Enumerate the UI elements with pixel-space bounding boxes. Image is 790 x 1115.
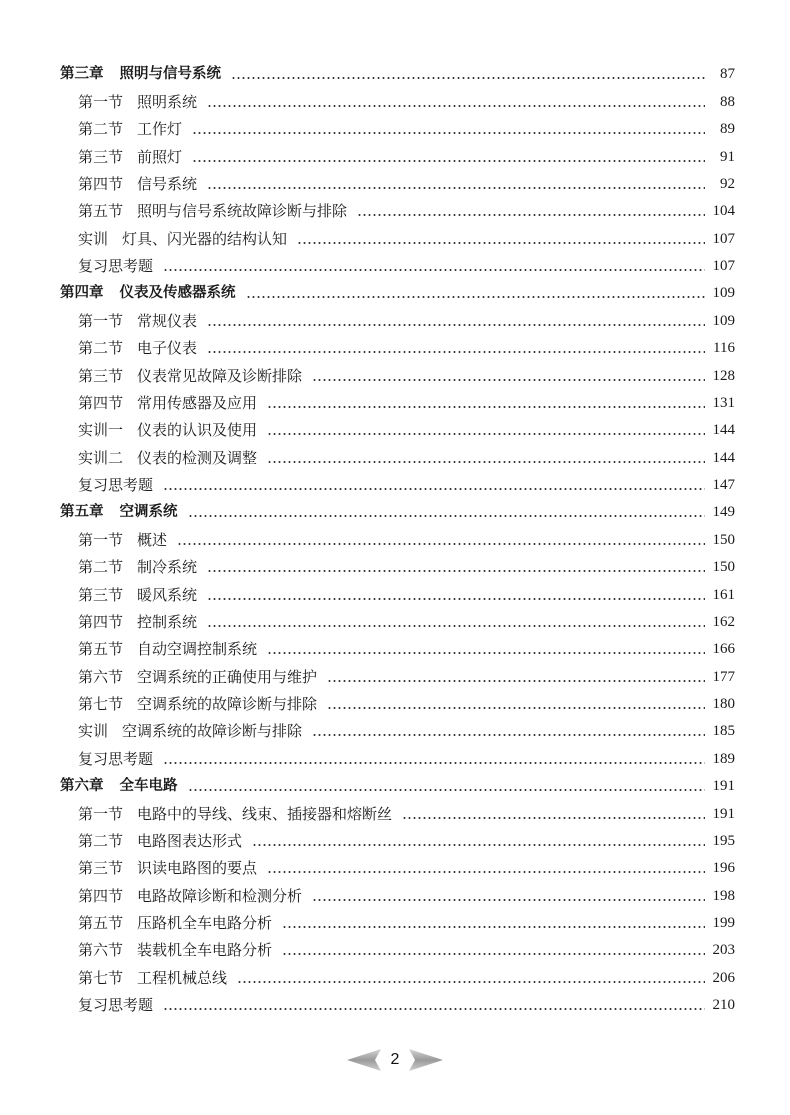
dot-leader	[282, 953, 705, 955]
toc-entry-title: 信号系统	[137, 174, 198, 193]
toc-entry-title: 仪表常见故障及诊断排除	[137, 366, 303, 385]
toc-page-number: 116	[713, 340, 735, 357]
toc-entry-label	[78, 831, 242, 851]
toc-entry-label	[78, 749, 153, 769]
toc-entry-title: 照明与信号系统	[119, 66, 221, 83]
toc-entry-label	[78, 448, 257, 468]
toc-section-entry	[58, 440, 735, 467]
toc-entry-label	[78, 201, 347, 221]
toc-section-entry	[58, 605, 735, 632]
toc-entry-label	[78, 721, 302, 741]
toc-entry-number: 实训	[78, 722, 109, 741]
toc-chapter-entry	[58, 495, 735, 522]
toc-section-entry	[58, 139, 735, 166]
toc-page-number: 195	[712, 832, 735, 849]
dot-leader	[267, 406, 705, 408]
toc-section-entry	[58, 249, 735, 276]
toc-page-number: 196	[712, 860, 735, 877]
toc-entry-label	[60, 776, 178, 796]
toc-entry-number: 实训二	[78, 448, 124, 467]
toc-entry-title: 复习思考题	[78, 749, 154, 768]
toc-section-entry	[58, 194, 735, 221]
dot-leader	[267, 433, 705, 435]
toc-page-number: 89	[720, 121, 735, 138]
toc-entry-label	[60, 502, 178, 522]
toc-entry-label	[78, 366, 302, 386]
toc-entry-label	[78, 612, 197, 632]
toc-entry-number: 第三节	[78, 859, 124, 878]
toc-entry-number: 第五节	[78, 640, 124, 659]
toc-entry-title: 电路故障诊断和检测分析	[137, 886, 303, 905]
toc-entry-label	[60, 283, 236, 303]
toc-section-entry	[58, 522, 735, 549]
toc-entry-title: 灯具、闪光器的结构认知	[122, 229, 288, 248]
toc-entry-number: 第六章	[60, 778, 104, 795]
toc-entry-number: 实训一	[78, 421, 124, 440]
dot-leader	[163, 1008, 705, 1010]
toc-entry-title: 电路图表达形式	[137, 831, 243, 850]
toc-page-number: 180	[712, 696, 735, 712]
toc-page-number: 162	[712, 613, 735, 630]
toc-entry-number: 第三节	[78, 147, 124, 166]
dot-leader	[297, 242, 705, 244]
toc-entry-title: 全车电路	[119, 778, 178, 795]
toc-section-entry	[58, 659, 735, 686]
toc-entry-number: 第一节	[78, 92, 124, 111]
toc-page-number: 150	[712, 559, 735, 576]
toc-page-number: 144	[712, 422, 735, 439]
toc-entry-title: 仪表的检测及调整	[137, 448, 258, 467]
dot-leader	[267, 652, 705, 654]
toc-section-entry	[58, 714, 735, 741]
toc-entry-number: 第六节	[78, 941, 124, 960]
toc-section-entry	[58, 960, 735, 987]
toc-section-entry	[58, 221, 735, 248]
toc-entry-number: 第三节	[78, 366, 124, 385]
toc-section-entry	[58, 741, 735, 768]
toc-entry-label	[78, 147, 182, 167]
toc-entry-label	[78, 913, 272, 933]
toc-section-entry	[58, 413, 735, 440]
dot-leader	[357, 214, 705, 216]
toc-entry-title: 工程机械总线	[137, 968, 228, 987]
toc-entry-number: 第五节	[78, 202, 124, 221]
toc-chapter-entry	[58, 57, 735, 84]
toc-entry-title: 复习思考题	[78, 257, 154, 275]
dot-leader	[207, 351, 705, 353]
toc-entry-title: 仪表及传感器系统	[119, 285, 236, 302]
toc-entry-title: 前照灯	[137, 147, 183, 166]
toc-section-entry	[58, 112, 735, 139]
toc-page-number: 91	[720, 148, 735, 165]
toc-page-number: 206	[712, 969, 735, 986]
toc-section-entry	[58, 358, 735, 385]
dot-leader	[267, 461, 705, 463]
dot-leader	[192, 132, 705, 134]
toc-section-entry	[58, 988, 735, 1015]
toc-entry-number: 第二节	[78, 339, 124, 358]
toc-entry-label	[78, 311, 197, 331]
toc-entry-title: 电子仪表	[137, 339, 198, 358]
toc-page-number: 147	[712, 477, 735, 493]
toc-page-number: 198	[712, 887, 735, 904]
dot-leader	[327, 707, 705, 709]
toc-entry-title: 常规仪表	[137, 311, 198, 330]
toc-entry-label	[78, 585, 197, 605]
triangle-arrow-left-icon	[347, 1049, 381, 1071]
toc-section-entry	[58, 632, 735, 659]
dot-leader	[312, 734, 705, 736]
toc-entry-number: 第七节	[78, 695, 124, 713]
toc-page-number: 109	[712, 312, 735, 329]
dot-leader	[163, 488, 705, 490]
dot-leader	[282, 926, 705, 928]
dot-leader	[312, 899, 705, 901]
toc-entry-number: 第四章	[60, 285, 104, 302]
toc-entry-label	[78, 393, 257, 413]
toc-entry-number: 第六节	[78, 667, 124, 686]
toc-entry-title: 照明与信号系统故障诊断与排除	[137, 202, 348, 221]
toc-entry-title: 概述	[137, 530, 168, 549]
toc-entry-number: 第五节	[78, 914, 124, 932]
dot-leader	[163, 269, 705, 271]
toc-page-number: 144	[712, 449, 735, 466]
toc-entry-label	[78, 804, 392, 824]
toc-entry-number: 第一节	[78, 311, 124, 330]
toc-entry-title: 识读电路图的要点	[137, 859, 258, 878]
toc-entry-label	[78, 968, 227, 988]
toc-section-entry	[58, 824, 735, 851]
toc-entry-number: 第一节	[78, 804, 124, 823]
toc-section-entry	[58, 687, 735, 714]
toc-page-number: 203	[712, 942, 735, 959]
toc-chapter-entry	[58, 276, 735, 303]
toc-entry-title: 压路机全车电路分析	[137, 914, 273, 932]
toc-page-number: 128	[712, 367, 735, 384]
toc-entry-number: 实训	[78, 229, 109, 248]
toc-page-number: 210	[712, 997, 735, 1014]
dot-leader	[188, 789, 706, 791]
dot-leader	[207, 105, 705, 107]
toc-entry-title: 复习思考题	[78, 476, 154, 494]
toc-section-entry	[58, 386, 735, 413]
toc-chapter-entry	[58, 769, 735, 796]
toc-section-entry	[58, 851, 735, 878]
toc-entry-title: 仪表的认识及使用	[137, 421, 258, 440]
toc-entry-title: 控制系统	[137, 612, 198, 631]
toc-entry-number: 第二节	[78, 120, 124, 139]
toc-entry-title: 空调系统的故障诊断与排除	[137, 695, 318, 713]
toc-section-entry	[58, 878, 735, 905]
toc-entry-label	[78, 92, 197, 112]
toc-section-entry	[58, 303, 735, 330]
toc-entry-number: 第一节	[78, 530, 124, 549]
toc-section-entry	[58, 331, 735, 358]
toc-section-entry	[58, 577, 735, 604]
toc-entry-label	[78, 694, 317, 714]
toc-page-number: 107	[712, 230, 735, 247]
toc-section-entry	[58, 468, 735, 495]
toc-entry-label	[78, 667, 317, 687]
toc-section-entry	[58, 933, 735, 960]
toc-page-number: 191	[712, 778, 735, 795]
page-footer	[0, 1046, 790, 1074]
toc-entry-number: 第二节	[78, 831, 124, 850]
toc-entry-title: 电路中的导线、线束、插接器和熔断丝	[137, 804, 393, 823]
toc-entry-title: 装载机全车电路分析	[137, 941, 273, 960]
toc-entry-label	[78, 338, 197, 358]
dot-leader	[402, 817, 705, 819]
toc-entry-label	[78, 420, 257, 440]
dot-leader	[312, 379, 705, 381]
toc-page-number: 161	[712, 586, 735, 603]
toc-entry-label	[78, 119, 182, 139]
toc-entry-label	[78, 940, 272, 960]
toc-entry-label	[78, 995, 153, 1015]
toc-entry-number: 第四节	[78, 886, 124, 905]
dot-leader	[237, 981, 705, 983]
toc-section-entry	[58, 550, 735, 577]
toc-page-number: 191	[712, 805, 735, 822]
dot-leader	[207, 570, 705, 572]
toc-page-number: 88	[720, 93, 735, 110]
triangle-arrow-right-icon	[409, 1049, 443, 1071]
toc-section-entry	[58, 84, 735, 111]
toc-page-number: 92	[720, 175, 735, 192]
toc-entry-number: 第三章	[60, 66, 104, 83]
toc-entry-label	[78, 858, 257, 878]
toc-entry-number: 第四节	[78, 174, 124, 193]
toc-entry-title: 暖风系统	[137, 585, 198, 604]
toc-page-number: 166	[712, 641, 735, 658]
toc-entry-label	[78, 886, 302, 906]
toc-entry-label	[78, 530, 167, 550]
dot-leader	[207, 187, 705, 189]
toc-page-number: 189	[712, 750, 735, 767]
table-of-contents	[58, 57, 735, 1015]
toc-page-number: 149	[712, 504, 735, 521]
toc-page-number: 104	[712, 203, 735, 220]
dot-leader	[163, 762, 705, 764]
toc-entry-label	[78, 229, 287, 249]
toc-page-number: 131	[712, 394, 735, 411]
toc-entry-number: 第四节	[78, 612, 124, 631]
toc-section-entry	[58, 796, 735, 823]
dot-leader	[246, 296, 706, 298]
toc-entry-number: 第四节	[78, 393, 124, 412]
toc-page-number: 185	[712, 723, 735, 740]
toc-entry-label	[78, 557, 197, 577]
toc-section-entry	[58, 906, 735, 933]
dot-leader	[231, 77, 705, 79]
toc-entry-title: 空调系统的故障诊断与排除	[122, 722, 303, 741]
toc-entry-label	[78, 256, 153, 276]
toc-entry-title: 空调系统的正确使用与维护	[137, 667, 318, 686]
toc-entry-number: 第三节	[78, 585, 124, 604]
toc-entry-number: 第七节	[78, 968, 124, 987]
toc-entry-title: 常用传感器及应用	[137, 393, 258, 412]
dot-leader	[267, 871, 705, 873]
toc-section-entry	[58, 167, 735, 194]
toc-page-number: 87	[720, 66, 735, 83]
dot-leader	[192, 160, 705, 162]
toc-entry-title: 复习思考题	[78, 996, 154, 1015]
toc-page-number: 150	[712, 531, 735, 548]
dot-leader	[177, 543, 705, 545]
dot-leader	[188, 515, 706, 517]
toc-page-number: 109	[712, 285, 735, 302]
dot-leader	[327, 680, 705, 682]
dot-leader	[207, 625, 705, 627]
toc-entry-title: 照明系统	[137, 92, 198, 111]
toc-entry-title: 空调系统	[119, 504, 178, 521]
toc-page-number: 107	[712, 258, 735, 274]
toc-page-number: 199	[712, 915, 735, 931]
dot-leader	[252, 844, 705, 846]
toc-entry-label	[78, 475, 153, 495]
dot-leader	[207, 598, 705, 600]
toc-entry-label	[78, 639, 257, 659]
toc-entry-label	[60, 64, 221, 84]
toc-entry-title: 制冷系统	[137, 558, 198, 577]
toc-entry-number: 第二节	[78, 558, 124, 577]
dot-leader	[207, 324, 705, 326]
toc-entry-label	[78, 174, 197, 194]
toc-entry-title: 工作灯	[137, 120, 183, 139]
page-number: 2	[390, 1051, 400, 1068]
toc-entry-title: 自动空调控制系统	[137, 640, 258, 659]
toc-page-number: 177	[712, 668, 735, 685]
toc-entry-number: 第五章	[60, 504, 104, 521]
